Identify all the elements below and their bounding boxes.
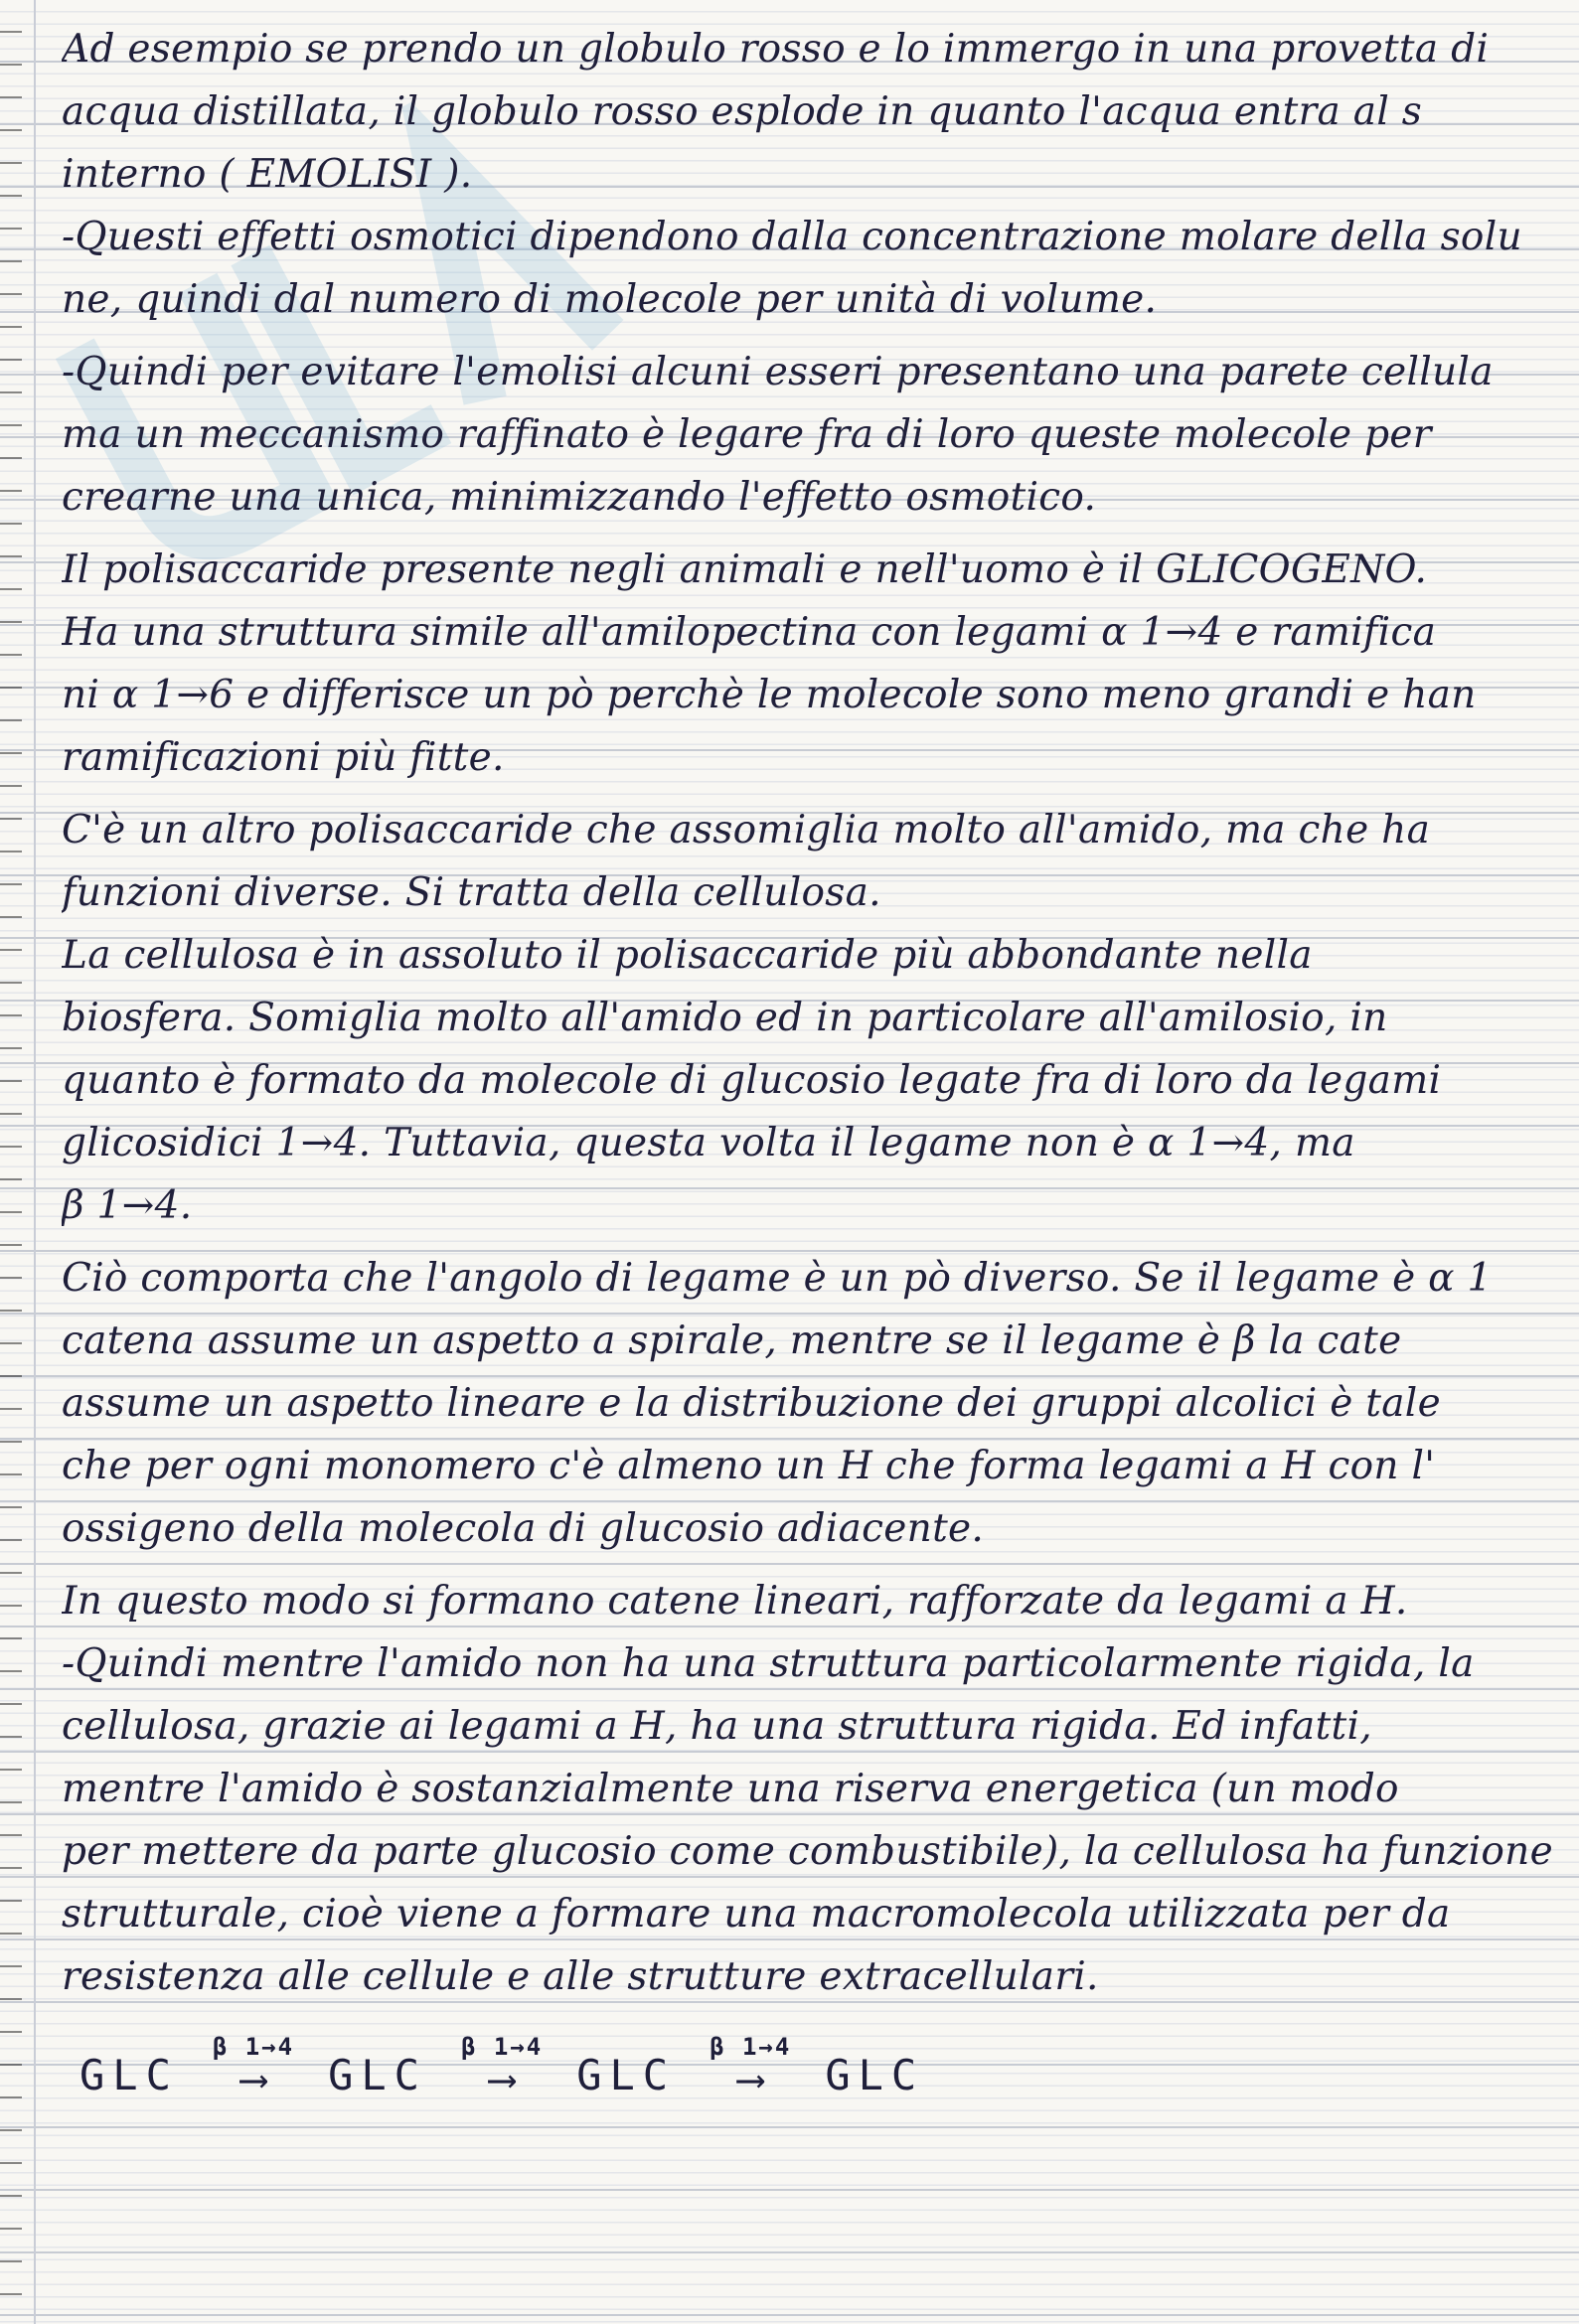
glycosidic-bond [212, 2033, 295, 2102]
note-line: C'è un altro polisaccaride che assomiglia molto all'amido, ma che ha [62, 808, 1431, 852]
arrow-right-icon: ⟶ [490, 2057, 515, 2102]
note-line: assume un aspetto lineare e la distribuzione dei gruppi alcolici è tale [62, 1381, 1441, 1426]
note-line: Ha una struttura simile all'amilopectina con legami α 1→4 e ramifica [62, 610, 1437, 655]
note-line: ramificazioni più fitte. [62, 735, 505, 780]
note-line: mentre l'amido è sostanzialmente una riserva energetica (un modo [62, 1767, 1399, 1811]
note-line: per mettere da parte glucosio come combustibile), la cellulosa ha funzione [62, 1829, 1553, 1874]
bond-label: β 1→4 [460, 2033, 544, 2061]
note-line: quanto è formato da molecole di glucosio legate fra di loro da legami [62, 1058, 1442, 1103]
arrow-right-icon: ⟶ [738, 2057, 763, 2102]
note-line: interno ( EMOLISI ). [62, 152, 473, 197]
note-line: glicosidici 1→4. Tuttavia, questa volta il legame non è α 1→4, ma [62, 1121, 1355, 1165]
handwritten-notes [62, 18, 1572, 2102]
note-line: biosfera. Somiglia molto all'amido ed in particolare all'amilosio, in [62, 996, 1388, 1040]
binding-edge [0, 0, 22, 2324]
glucose-unit: GLC [79, 2051, 179, 2099]
glucose-unit: GLC [576, 2051, 677, 2099]
bond-label: β 1→4 [710, 2033, 792, 2061]
note-line: Il polisaccaride presente negli animali e nell'uomo è il GLICOGENO. [62, 547, 1428, 592]
note-line: La cellulosa è in assoluto il polisaccaride più abbondante nella [62, 933, 1313, 978]
note-line: ma un meccanismo raffinato è legare fra di loro queste molecole per [62, 412, 1432, 457]
note-line: -Questi effetti osmotici dipendono dalla concentrazione molare della solu [62, 215, 1522, 259]
note-line: ne, quindi dal numero di molecole per unità di volume. [62, 277, 1158, 322]
note-line: -Quindi per evitare l'emolisi alcuni esseri presentano una parete cellula [62, 350, 1494, 394]
glycosidic-bond [460, 2033, 544, 2102]
note-line: acqua distillata, il globulo rosso esplode in quanto l'acqua entra al s [62, 89, 1423, 134]
arrow-right-icon: ⟶ [240, 2057, 266, 2102]
note-line: resistenza alle cellule e alle strutture extracellulari. [62, 1954, 1099, 1999]
note-line: ossigeno della molecola di glucosio adiacente. [62, 1506, 985, 1551]
note-line: cellulosa, grazie ai legami a H, ha una struttura rigida. Ed infatti, [62, 1704, 1372, 1749]
note-line: crearne una unica, minimizzando l'effetto osmotico. [62, 475, 1097, 520]
note-line: -Quindi mentre l'amido non ha una struttura particolarmente rigida, la [62, 1641, 1475, 1686]
cellulose-chain-equation [62, 2033, 1572, 2102]
note-line: strutturale, cioè viene a formare una macromolecola utilizzata per da [62, 1892, 1451, 1937]
note-line: catena assume un aspetto a spirale, mentre se il legame è β la cate [62, 1318, 1402, 1363]
note-line: funzioni diverse. Si tratta della cellulosa. [62, 870, 881, 915]
glycosidic-bond [710, 2033, 792, 2102]
note-line: Ad esempio se prendo un globulo rosso e lo immergo in una provetta di [62, 27, 1490, 72]
note-line: β 1→4. [62, 1183, 193, 1228]
note-line: In questo modo si formano catene lineari, rafforzate da legami a H. [62, 1579, 1408, 1624]
bond-label: β 1→4 [212, 2033, 295, 2061]
note-line: ni α 1→6 e differisce un pò perchè le molecole sono meno grandi e han [62, 673, 1477, 717]
glucose-unit: GLC [328, 2051, 427, 2099]
note-line: Ciò comporta che l'angolo di legame è un pò diverso. Se il legame è α 1 [62, 1256, 1493, 1301]
note-line: che per ogni monomero c'è almeno un H che forma legami a H con l' [62, 1444, 1436, 1488]
glucose-unit: GLC [825, 2051, 925, 2099]
